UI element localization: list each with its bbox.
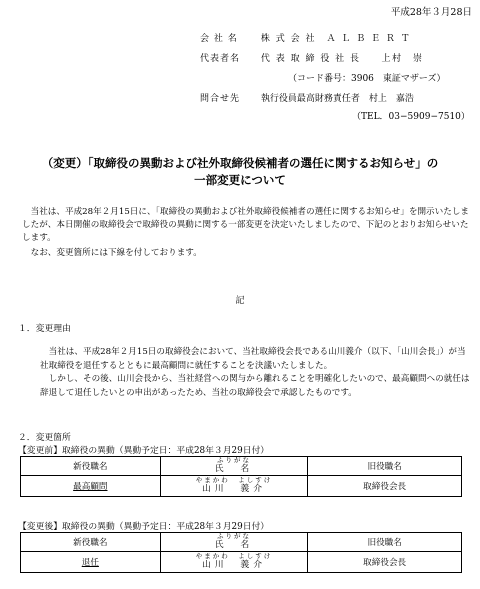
before-caption: 【変更前】取締役の異動（異動予定日：平成28年３月29日付）: [18, 446, 270, 456]
header-new-position: 新役職名: [21, 533, 161, 552]
intro-note: なお、変更箇所には下線を付しております。: [30, 248, 202, 258]
company-label: 会 社 名: [200, 34, 238, 44]
section1-body: [40, 346, 470, 400]
after-person-name: 山川 義介: [202, 560, 266, 570]
section2-heading: ２．変更箇所: [18, 433, 71, 443]
after-person-ruby: やまかわ よしすけ: [195, 552, 273, 560]
document-title: （変更）「取締役の異動および社外取締役候補者の選任に関するお知らせ」の: [41, 156, 439, 170]
before-person-name: 山川 義介: [202, 484, 266, 494]
representative-name: 代 表 取 締 役 社 長 上村 崇: [260, 54, 424, 64]
after-new-position: [21, 552, 161, 573]
company-name: 株 式 会 社 Ａ Ｌ Ｂ Ｅ Ｒ Ｔ: [260, 34, 412, 44]
representative-row: [200, 51, 424, 64]
intro-paragraph: 当社は、平成28年２月15日に、「取締役の異動および社外取締役候補者の選任に関するお知らせ」を開示いたしましたが、本日開催の取締役会で取締役の異動に関する一部変更を決定いたしましたので、下記のとおりお知らせいたします。: [22, 207, 470, 243]
section1-paragraph2: しかし、その後、山川会長から、当社経営への関与から離れることを明確化したいので、最高顧問への就任は辞退して退任したいとの申出があったため、当社の取締役会で承認したものです。: [40, 374, 470, 398]
header-name-text: 氏 名: [214, 464, 254, 474]
document-title-line2: 一部変更について: [194, 173, 286, 187]
before-new-position-text: 最高顧問: [73, 482, 108, 492]
after-new-position-text: 退任: [81, 558, 99, 568]
before-table-row: [21, 476, 462, 497]
contact-row: [200, 91, 414, 104]
header-new-position: 新役職名: [21, 457, 161, 476]
section1-heading: １．変更理由: [18, 324, 71, 334]
header-old-position: 旧役職名: [308, 457, 462, 476]
representative-label: 代表者名: [200, 54, 241, 64]
company-row: [200, 31, 411, 44]
section1-paragraph1: 当社は、平成28年２月15日の取締役会において、当社取締役会長である山川義介（以下、「山川会長」）が当社取締役を退任するとともに最高顧問に就任することを決議いたしました。: [40, 347, 466, 371]
header-name-ruby: ふりがな: [217, 532, 251, 540]
header-name: [160, 533, 308, 552]
before-table-header: [21, 457, 462, 476]
header-name-ruby: ふりがな: [217, 456, 251, 464]
after-person: [160, 552, 308, 573]
contact-label: 問合せ先: [200, 94, 241, 104]
release-date: 平成28年３月28日: [390, 7, 472, 18]
header-old-position: 旧役職名: [308, 533, 462, 552]
header-name: [160, 457, 308, 476]
ki-heading: 記: [235, 296, 245, 306]
before-person: [160, 476, 308, 497]
stock-code: （コード番号：3906 東証マザーズ）: [288, 74, 446, 84]
after-table: [20, 532, 462, 573]
contact-person: 執行役員最高財務責任者 村上 嘉浩: [260, 94, 414, 104]
before-table: [20, 456, 462, 497]
after-caption: 【変更後】取締役の異動（異動予定日：平成28年３月29日付）: [18, 522, 270, 532]
after-table-row: [21, 552, 462, 573]
after-old-position: 取締役会長: [308, 552, 462, 573]
contact-tel: （TEL．03−5909−7510）: [352, 112, 470, 122]
header-name-text: 氏 名: [214, 540, 254, 550]
before-old-position: 取締役会長: [308, 476, 462, 497]
after-table-header: [21, 533, 462, 552]
before-new-position: [21, 476, 161, 497]
before-person-ruby: やまかわ よしすけ: [195, 476, 273, 484]
